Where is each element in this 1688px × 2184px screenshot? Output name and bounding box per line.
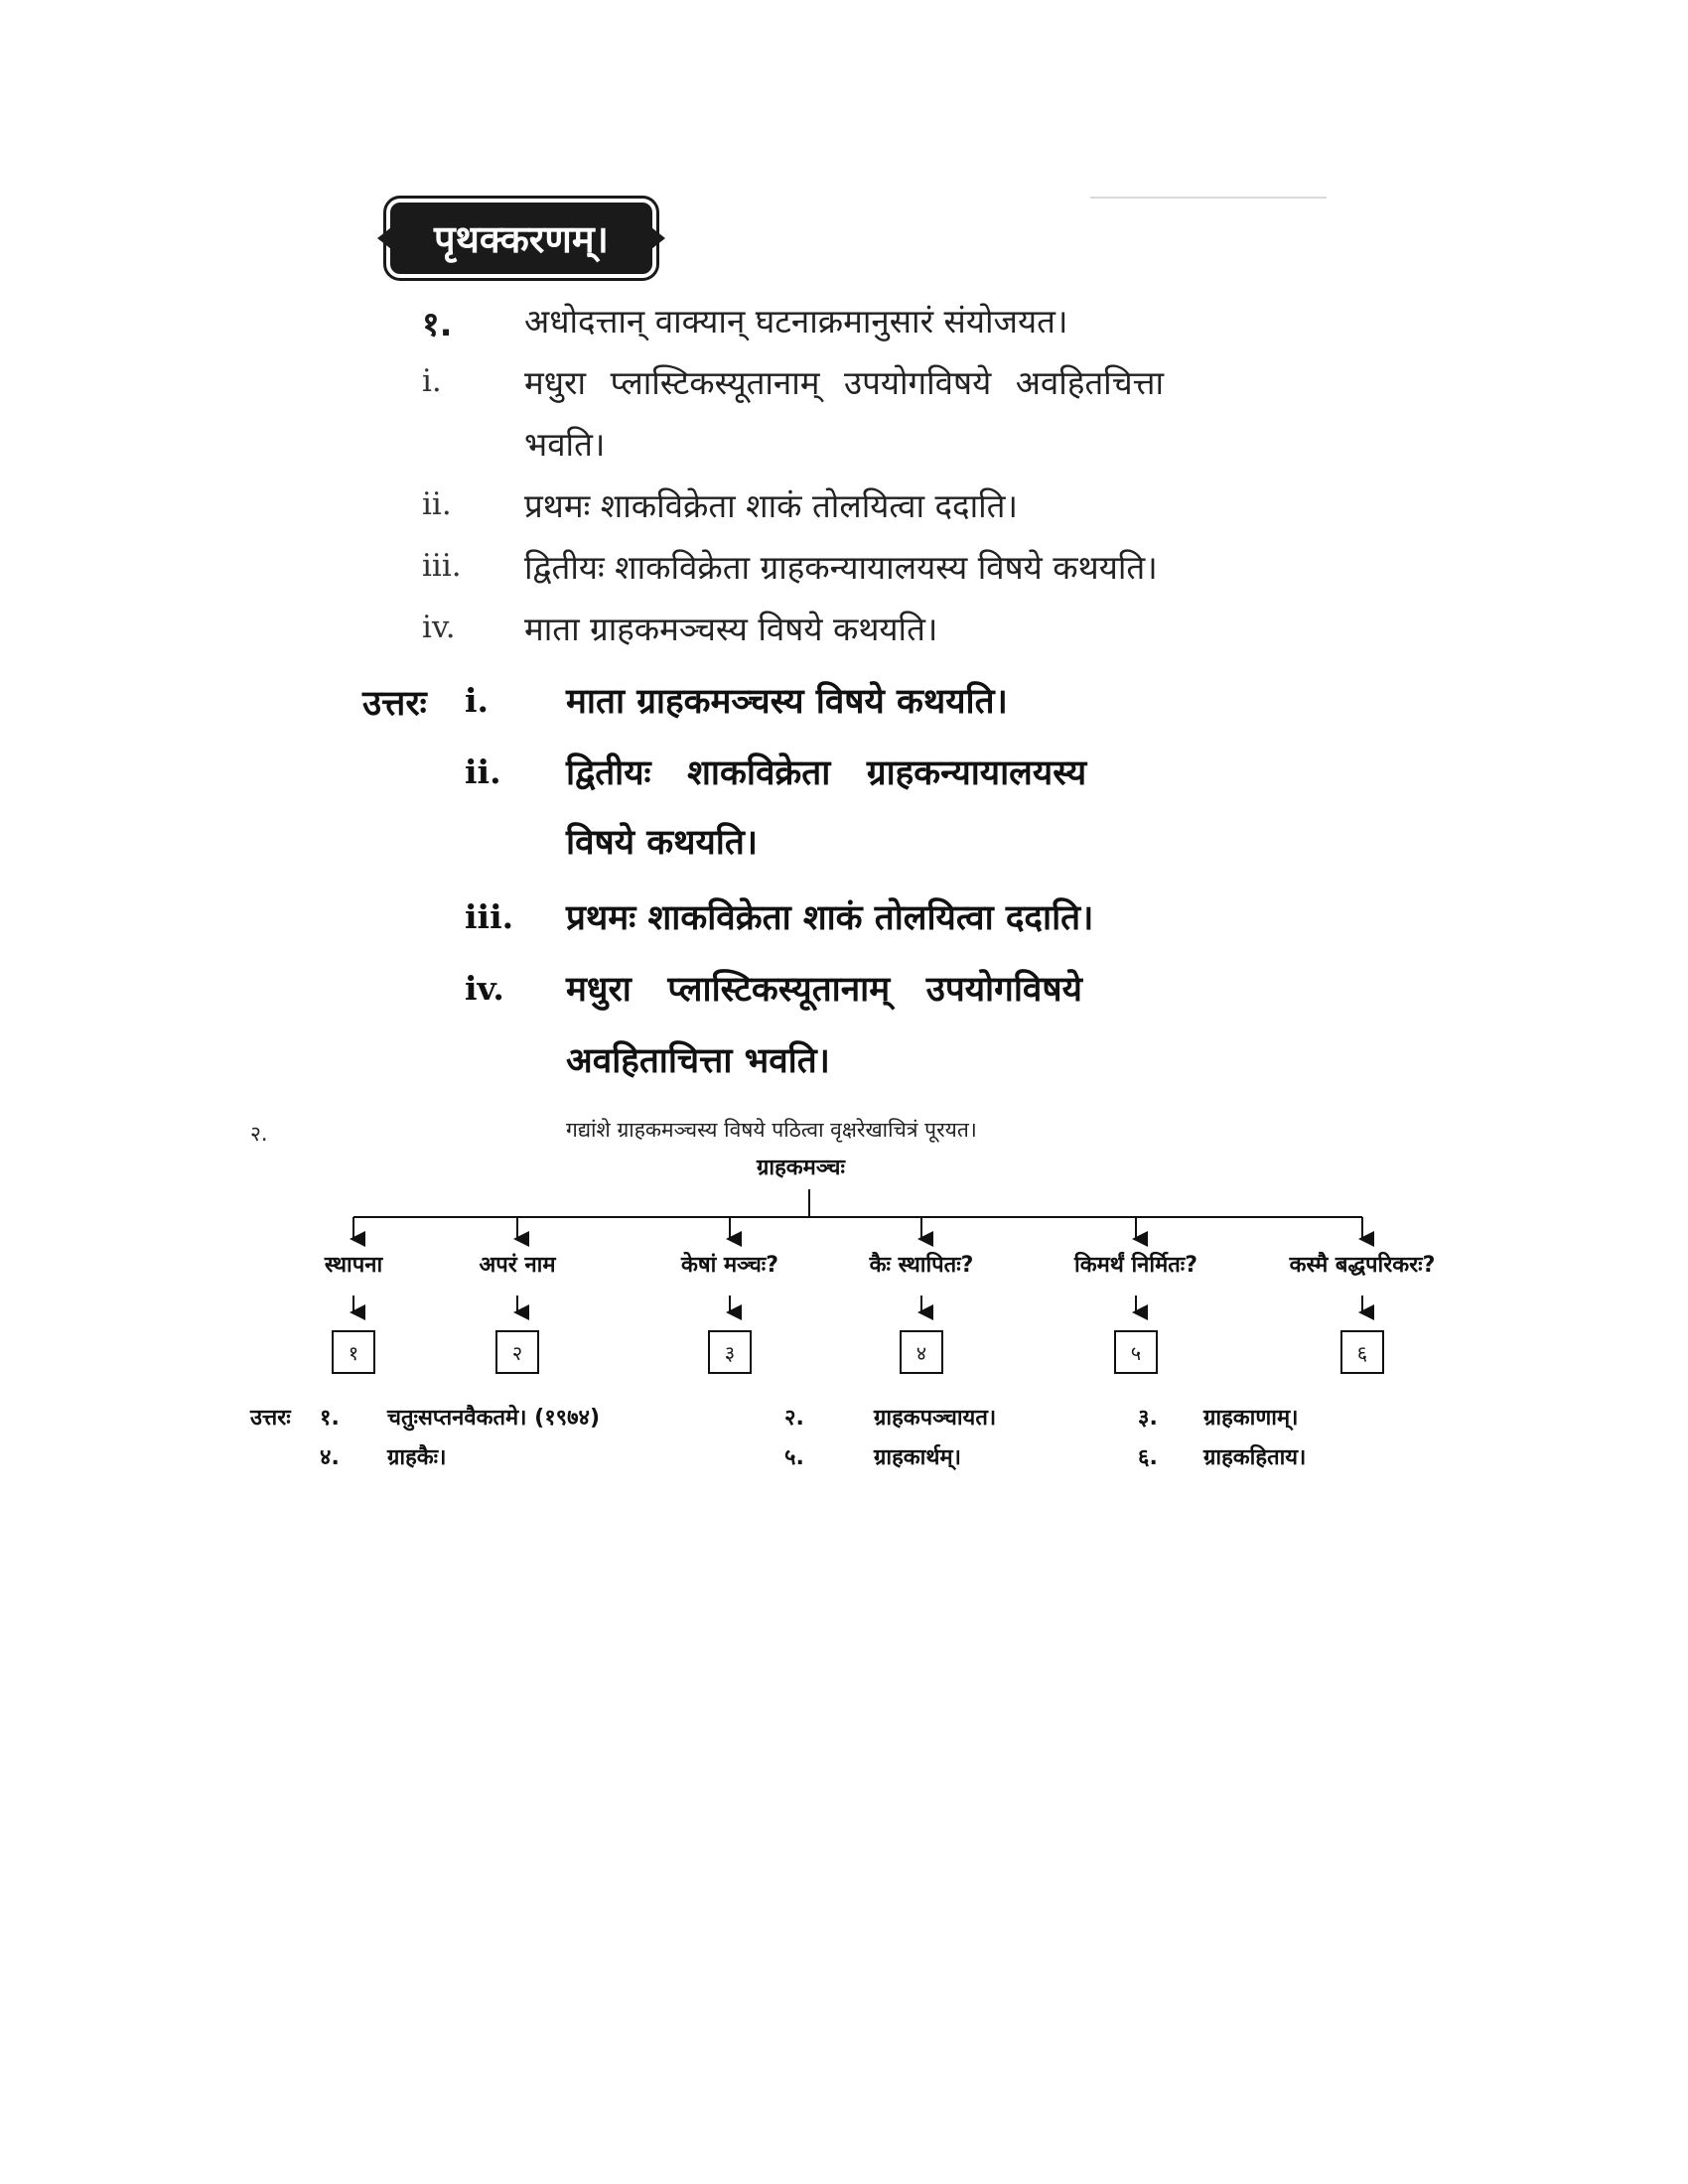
q1-answer-2-roman: ii.: [465, 752, 501, 791]
q2-answer-4-text: ग्राहकैः।: [387, 1445, 447, 1470]
q2-answer-6-num: ६.: [1138, 1445, 1158, 1470]
q1-answer-3-roman: iii.: [465, 897, 514, 936]
branch-label-kesham-manchah: केषां मञ्चः?: [680, 1253, 779, 1278]
branch-label-kasmai-baddhaparikarah: कस्मै बद्धपरिकरः?: [1289, 1253, 1436, 1278]
branch-label-kaih-sthapitah: कैः स्थापितः?: [869, 1253, 974, 1278]
branch-label-kimartham-nirmitah: किमर्थं निर्मितः?: [1074, 1253, 1197, 1278]
answer-box-5-number: ५: [1130, 1340, 1142, 1365]
q2-answer-2-text: ग्राहकपञ्चायत।: [874, 1406, 997, 1431]
q1-answer-4-text-cont: अवहिताचित्ता भवति।: [566, 1041, 830, 1081]
q1-instruction: अधोदत्तान् वाक्यान् घटनाक्रमानुसारं संयोजयत।: [524, 302, 1068, 341]
q2-answer-2-num: २.: [784, 1406, 804, 1431]
q2-answer-3-text: ग्राहकाणाम्।: [1203, 1406, 1299, 1431]
q2-answer-label: उत्तरः: [250, 1406, 291, 1431]
q1-answer-3-text: प्रथमः शाकविक्रेता शाकं तोलयित्वा ददाति।: [566, 898, 1094, 938]
q1-item-1-text: मधुरा प्लास्टिकस्यूतानाम् उपयोगविषये अवहितचित्ता: [524, 363, 1165, 402]
answer-box-2-number: २: [511, 1340, 523, 1365]
q2-answer-4-num: ४.: [320, 1445, 340, 1470]
q2-instruction: गद्यांशे ग्राहकमञ्चस्य विषये पठित्वा वृक्षरेखाचित्रं पूरयत।: [566, 1118, 977, 1142]
q1-item-4-roman: iv.: [422, 610, 456, 645]
answer-box-1: [332, 1330, 375, 1374]
q2-answer-1-text: चतुःसप्तनवैकतमे। (१९७४): [387, 1406, 601, 1431]
q1-item-1-roman: i.: [422, 363, 442, 399]
q2-answer-3-num: ३.: [1138, 1406, 1158, 1431]
answer-box-6: [1340, 1330, 1384, 1374]
q1-item-4-text: माता ग्राहकमञ्चस्य विषये कथयति।: [524, 610, 938, 648]
q1-item-2-text: प्रथमः शाकविक्रेता शाकं तोलयित्वा ददाति।: [524, 486, 1018, 525]
q1-item-3-text: द्वितीयः शाकविक्रेता ग्राहकन्यायालयस्य विषये कथयति।: [524, 548, 1158, 587]
answer-box-2: [495, 1330, 539, 1374]
branch-label-aparam-nama: अपरं नाम: [479, 1253, 556, 1278]
q2-answer-1-num: १.: [320, 1406, 340, 1431]
q1-answer-2-text-cont: विषये कथयति।: [566, 823, 759, 863]
q2-number: २.: [250, 1122, 268, 1146]
q1-item-3-roman: iii.: [422, 548, 462, 584]
answer-box-6-number: ६: [1356, 1340, 1368, 1365]
q1-answer-1-roman: i.: [465, 681, 490, 720]
answer-box-5: [1114, 1330, 1158, 1374]
q1-answer-4-text: मधुरा प्लास्टिकस्यूतानाम् उपयोगविषये: [566, 970, 1082, 1010]
answer-box-1-number: १: [348, 1340, 359, 1365]
q1-item-2-roman: ii.: [422, 486, 452, 522]
q1-number: १.: [422, 305, 453, 344]
q1-item-1-text-cont: भवति।: [524, 425, 606, 464]
answer-box-3-number: ३: [724, 1340, 736, 1365]
section-title: पृथक्करणम्।: [434, 217, 609, 261]
answer-box-4: [900, 1330, 943, 1374]
q1-answer-label: उत्तरः: [362, 684, 427, 724]
q2-answer-5-text: ग्राहकार्थम्।: [874, 1445, 961, 1470]
answer-box-3: [708, 1330, 752, 1374]
q1-answer-1-text: माता ग्राहकमञ्चस्य विषये कथयति।: [566, 682, 1008, 722]
q1-answer-2-text: द्वितीयः शाकविक्रेता ग्राहकन्यायालयस्य: [566, 753, 1087, 793]
q2-answer-6-text: ग्राहकहिताय।: [1203, 1445, 1307, 1470]
q2-answer-5-num: ५.: [784, 1445, 804, 1470]
tree-root-label: ग्राहकमञ्चः: [757, 1156, 845, 1180]
answer-box-4-number: ४: [915, 1340, 927, 1365]
branch-label-sthapana: स्थापना: [324, 1253, 383, 1278]
q1-answer-4-roman: iv.: [465, 969, 504, 1008]
